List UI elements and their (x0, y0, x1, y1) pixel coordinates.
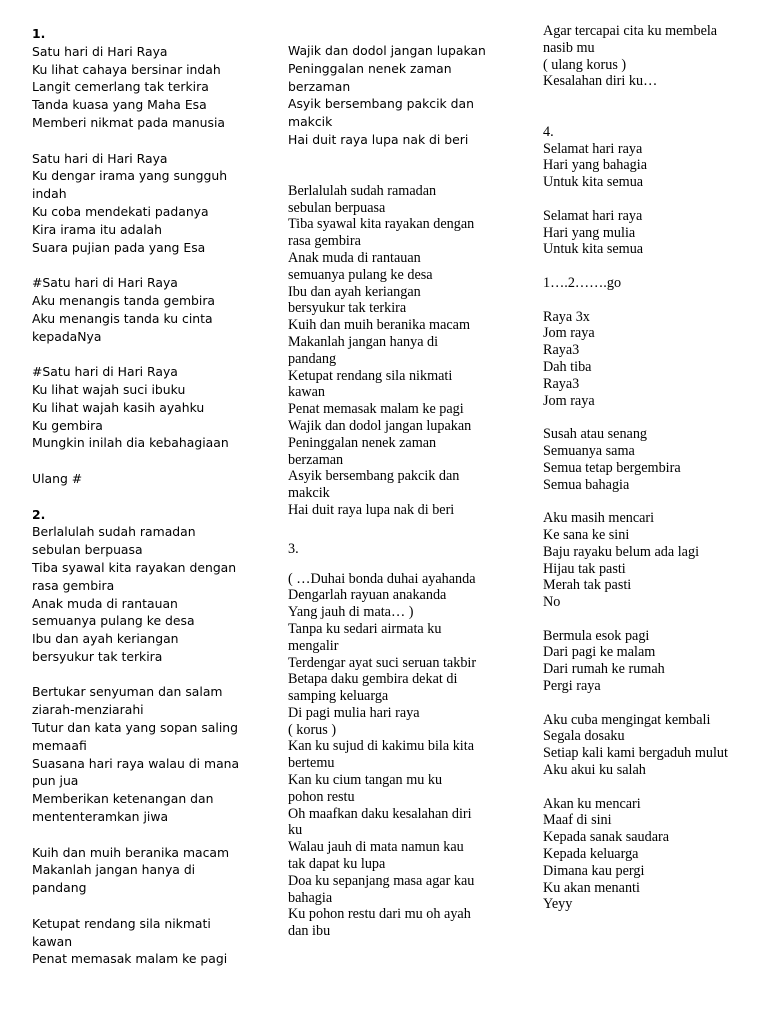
lyric-line: Semua tetap bergembira (543, 459, 681, 476)
lyric-line: rasa gembira (288, 233, 361, 250)
lyric-line: Selamat hari raya (543, 140, 643, 157)
lyric-line: Anak muda di rantauan (32, 595, 178, 611)
lyric-line: Tanda kuasa yang Maha Esa (32, 97, 207, 113)
lyric-line: Tiba syawal kita rayakan dengan (32, 559, 237, 575)
lyric-line: Kesalahan diri ku… (543, 73, 658, 90)
lyric-line: Ibu dan ayah keriangan (32, 631, 179, 647)
lyric-line: Maaf di sini (543, 812, 612, 829)
lyric-line: kepadaNya (32, 328, 102, 344)
lyrics-column-3 (543, 23, 765, 913)
stanza-gap (32, 452, 254, 470)
lyric-line: Setiap kali kami bergaduh mulut (543, 745, 728, 762)
lyric-line: mengalir (288, 637, 339, 654)
lyric-line: Wajik dan dodol jangan lupakan (288, 417, 472, 434)
lyric-line: Ulang # (32, 470, 83, 486)
lyric-line: berzaman (288, 78, 351, 94)
lyric-line: Tiba syawal kita rayakan dengan (288, 216, 475, 233)
lyric-line: Berlalulah sudah ramadan (288, 182, 437, 199)
lyric-line: Dimana kau pergi (543, 862, 645, 879)
lyric-line: Betapa daku gembira dekat di (288, 671, 458, 688)
lyric-line: Langit cemerlang tak terkira (32, 79, 209, 95)
lyric-line: Terdengar ayat suci seruan takbir (288, 654, 477, 671)
lyric-line: 2. (32, 506, 46, 522)
lyric-line: Kepada keluarga (543, 846, 639, 863)
lyric-line: nasib mu (543, 39, 595, 56)
lyric-line: Raya 3x (543, 308, 590, 325)
lyric-line: Raya3 (543, 342, 580, 359)
stanza-gap (543, 107, 765, 124)
lyric-line: Aku menangis tanda gembira (32, 292, 216, 308)
stanza-gap (32, 826, 254, 844)
lyric-line: Yang jauh di mata… ) (288, 604, 414, 621)
lyric-line: Ku coba mendekati padanya (32, 203, 209, 219)
lyric-line: Aku menangis tanda ku cinta (32, 310, 213, 326)
lyric-line: Yeyy (543, 896, 573, 913)
lyric-line: pandang (288, 350, 337, 367)
stanza-gap (543, 611, 765, 628)
lyric-line: ( …Duhai bonda duhai ayahanda (288, 570, 476, 587)
stanza-gap (32, 897, 254, 915)
lyric-line: Peninggalan nenek zaman (288, 60, 452, 76)
lyric-line: makcik (288, 114, 333, 130)
lyric-line: Ibu dan ayah keriangan (288, 283, 421, 300)
verse-block-2-repeat (288, 183, 510, 519)
lyric-line: Ku gembira (32, 417, 103, 433)
lyric-line: kawan (32, 933, 73, 949)
lyric-line: ku (288, 822, 303, 839)
lyric-line: Jom raya (543, 325, 595, 342)
stanza-gap (543, 695, 765, 712)
stanza-gap (32, 345, 254, 363)
lyric-line: Raya3 (543, 375, 580, 392)
lyric-line: Selamat hari raya (543, 207, 643, 224)
lyric-line: Untuk kita semua (543, 241, 644, 258)
lyric-line: bahagia (288, 889, 333, 906)
lyric-line: Ku dengar irama yang sungguh (32, 168, 228, 184)
lyric-line: ( ulang korus ) (543, 56, 627, 73)
lyric-line: Kuih dan muih beranika macam (288, 317, 471, 334)
lyric-line: Susah atau senang (543, 426, 648, 443)
lyric-line: makcik (288, 485, 330, 502)
stanza-gap (543, 493, 765, 510)
stanza-gap (32, 488, 254, 506)
lyrics-column-1 (32, 25, 254, 968)
lyric-line: Memberi nikmat pada manusia (32, 114, 225, 130)
lyric-line: Bertukar senyuman dan salam (32, 684, 223, 700)
lyric-line: mententeramkan jiwa (32, 809, 169, 825)
lyric-line: Ketupat rendang sila nikmati (32, 915, 211, 931)
lyric-line: Makanlah jangan hanya di (288, 333, 439, 350)
lyric-line: bertemu (288, 755, 335, 772)
lyric-line: semuanya pulang ke desa (32, 613, 195, 629)
lyric-line: Anak muda di rantauan (288, 249, 421, 266)
lyric-line: Ketupat rendang sila nikmati (288, 367, 453, 384)
lyric-line: No (543, 594, 561, 611)
lyric-line: Walau jauh di mata namun kau (288, 839, 464, 856)
lyric-line: Dengarlah rayuan anakanda (288, 587, 447, 604)
lyric-line: semuanya pulang ke desa (288, 266, 433, 283)
lyric-line: rasa gembira (32, 577, 115, 593)
lyric-line: 4. (543, 123, 554, 140)
lyric-line: pohon restu (288, 788, 355, 805)
lyric-line: Untuk kita semua (543, 174, 644, 191)
lyric-line: Asyik bersembang pakcik dan (288, 468, 460, 485)
lyric-line: 1….2…….go (543, 274, 622, 291)
lyric-line: Makanlah jangan hanya di (32, 862, 196, 878)
lyric-line: samping keluarga (288, 688, 389, 705)
lyric-line: sebulan berpuasa (32, 542, 143, 558)
lyric-line: kawan (288, 384, 326, 401)
lyric-line: Semuanya sama (543, 442, 635, 459)
lyric-line: Hijau tak pasti (543, 560, 626, 577)
lyric-line: Ku pohon restu dari mu oh ayah (288, 906, 471, 923)
lyric-line: Tanpa ku sedari airmata ku (288, 620, 442, 637)
lyric-line: Akan ku mencari (543, 795, 641, 812)
verse-block-sans (288, 42, 510, 149)
lyric-line: bersyukur tak terkira (32, 648, 163, 664)
lyric-line: Memberikan ketenangan dan (32, 791, 214, 807)
lyric-line: Jom raya (543, 392, 595, 409)
lyric-line: Dari rumah ke rumah (543, 661, 665, 678)
lyric-line: Ku lihat wajah kasih ayahku (32, 399, 205, 415)
lyric-line: Dari pagi ke malam (543, 644, 656, 661)
lyric-line: Baju rayaku belum ada lagi (543, 543, 700, 560)
lyric-line: Asyik bersembang pakcik dan (288, 96, 474, 112)
lyric-line: Agar tercapai cita ku membela (543, 23, 718, 39)
lyric-line: Pergi raya (543, 678, 601, 695)
lyric-line: Hai duit raya lupa nak di beri (288, 131, 469, 147)
lyric-line: Mungkin inilah dia kebahagiaan (32, 435, 229, 451)
lyric-line: Ku akan menanti (543, 879, 640, 896)
lyric-line: Hari yang bahagia (543, 157, 647, 174)
lyric-line: indah (32, 186, 67, 202)
lyric-line: #Satu hari di Hari Raya (32, 275, 178, 291)
lyric-line: Ku lihat cahaya bersinar indah (32, 61, 221, 77)
lyric-line: pun jua (32, 773, 79, 789)
lyric-line: Suara pujian pada yang Esa (32, 239, 206, 255)
lyric-line: Peninggalan nenek zaman (288, 434, 437, 451)
lyric-line: Wajik dan dodol jangan lupakan (288, 43, 486, 58)
lyric-line: Doa ku sepanjang masa agar kau (288, 872, 475, 889)
lyric-line: Di pagi mulia hari raya (288, 704, 420, 721)
lyric-line: Kepada sanak saudara (543, 829, 670, 846)
lyric-line: #Satu hari di Hari Raya (32, 364, 178, 380)
lyric-line: Penat memasak malam ke pagi (288, 401, 464, 418)
verse-block-3 (288, 571, 510, 941)
stanza-gap (543, 779, 765, 796)
stanza-gap (543, 409, 765, 426)
lyric-line: Suasana hari raya walau di mana (32, 755, 240, 771)
lyrics-column-2 (288, 42, 510, 940)
lyric-line: Kuih dan muih beranika macam (32, 844, 230, 860)
lyric-line: sebulan berpuasa (288, 199, 386, 216)
lyric-line: Merah tak pasti (543, 577, 632, 594)
lyric-line: Kan ku cium tangan mu ku (288, 772, 443, 789)
lyric-line: memaafi (32, 737, 87, 753)
lyric-line: Kan ku sujud di kakimu bila kita (288, 738, 474, 755)
lyric-line: Ke sana ke sini (543, 526, 630, 543)
lyric-line: Ku lihat wajah suci ibuku (32, 381, 186, 397)
lyric-line: ( korus ) (288, 721, 337, 738)
lyric-line: bersyukur tak terkira (288, 300, 407, 317)
lyric-line: 1. (32, 26, 46, 41)
lyric-line: Penat memasak malam ke pagi (32, 951, 228, 967)
lyric-line: Berlalulah sudah ramadan (32, 524, 196, 540)
lyric-line: tak dapat ku lupa (288, 856, 386, 873)
lyric-line: pandang (32, 880, 87, 896)
verse-number: 3. (288, 540, 299, 557)
stanza-gap (32, 666, 254, 684)
lyric-line: Bermula esok pagi (543, 627, 650, 644)
lyric-line: Semua bahagia (543, 476, 630, 493)
lyric-line: Tutur dan kata yang sopan saling (32, 720, 238, 736)
lyric-line: Kira irama itu adalah (32, 221, 162, 237)
lyric-line: Aku masih mencari (543, 510, 655, 527)
lyric-line: dan ibu (288, 923, 331, 940)
lyric-line: Satu hari di Hari Raya (32, 150, 168, 166)
lyric-line: ziarah-menziarahi (32, 702, 144, 718)
stanza-gap (543, 191, 765, 208)
stanza-gap (543, 292, 765, 309)
lyric-line: Aku cuba mengingat kembali (543, 711, 711, 728)
lyric-line: Oh maafkan daku kesalahan diri (288, 805, 472, 822)
stanza-gap (32, 132, 254, 150)
lyric-line: Hai duit raya lupa nak di beri (288, 501, 455, 518)
stanza-gap (543, 258, 765, 275)
stanza-gap (32, 256, 254, 274)
stanza-gap (543, 90, 765, 107)
lyric-line: Satu hari di Hari Raya (32, 43, 168, 59)
lyric-line: Hari yang mulia (543, 224, 636, 241)
lyric-line: Dah tiba (543, 358, 592, 375)
lyric-line: Segala dosaku (543, 728, 625, 745)
lyric-line: Aku akui ku salah (543, 762, 646, 779)
lyric-line: berzaman (288, 451, 344, 468)
